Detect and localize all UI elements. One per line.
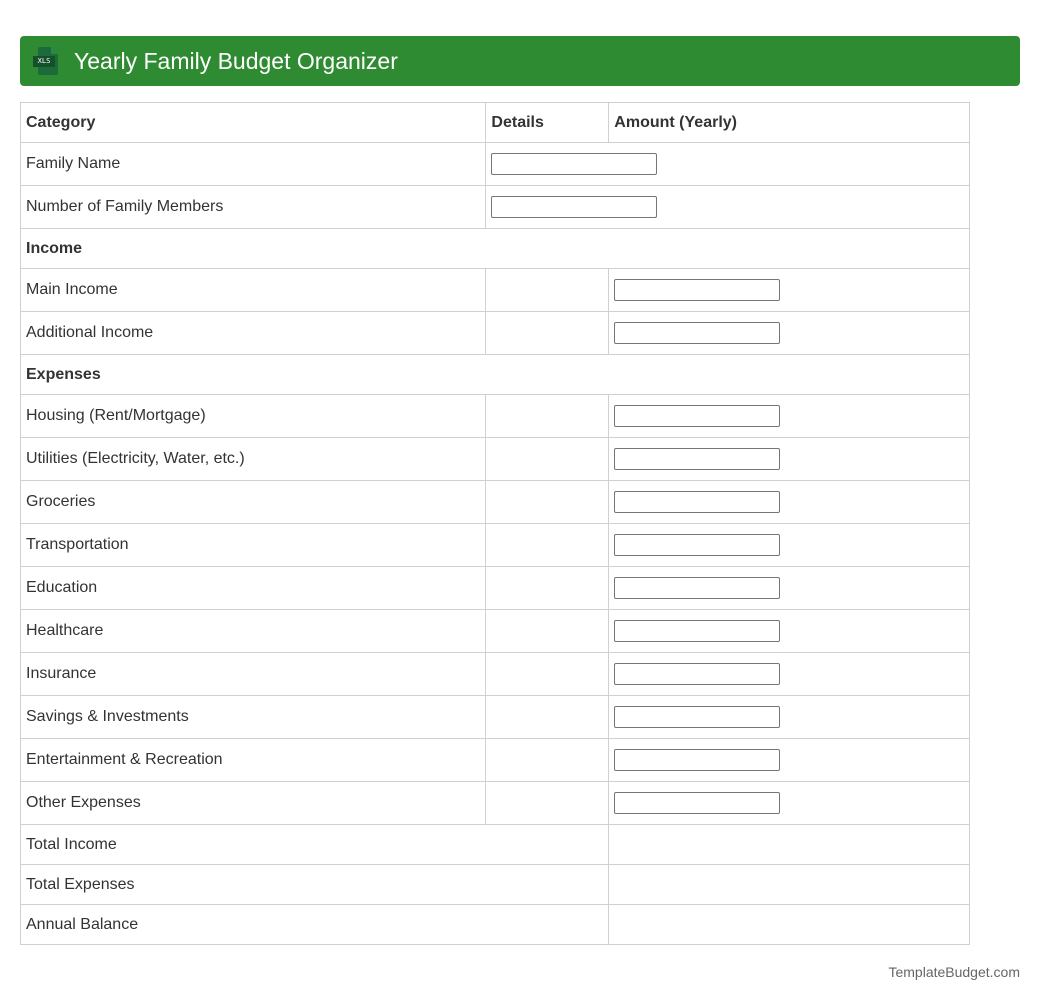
groceries-amount-input[interactable] xyxy=(614,491,780,513)
row-label: Other Expenses xyxy=(21,782,486,825)
footer-brand: TemplateBudget.com xyxy=(888,964,1020,980)
table-header-row xyxy=(21,103,970,143)
row-label: Utilities (Electricity, Water, etc.) xyxy=(21,438,486,481)
insurance-amount-input[interactable] xyxy=(614,663,780,685)
education-amount-input[interactable] xyxy=(614,577,780,599)
header-bar xyxy=(20,36,1020,86)
total-expenses-row xyxy=(21,865,970,905)
table-row xyxy=(21,312,970,355)
total-income-row xyxy=(21,825,970,865)
details-cell xyxy=(486,524,609,567)
row-label: Healthcare xyxy=(21,610,486,653)
row-label: Number of Family Members xyxy=(21,186,486,229)
housing-amount-input[interactable] xyxy=(614,405,780,427)
row-label: Savings & Investments xyxy=(21,696,486,739)
details-cell xyxy=(486,739,609,782)
row-label: Entertainment & Recreation xyxy=(21,739,486,782)
column-header-details: Details xyxy=(486,103,609,143)
total-expenses-label: Total Expenses xyxy=(21,865,609,905)
row-label: Transportation xyxy=(21,524,486,567)
table-row xyxy=(21,696,970,739)
row-label: Main Income xyxy=(21,269,486,312)
table-row-family-name xyxy=(21,143,970,186)
column-header-category: Category xyxy=(21,103,486,143)
row-label: Education xyxy=(21,567,486,610)
main-income-amount-input[interactable] xyxy=(614,279,780,301)
details-cell xyxy=(486,481,609,524)
annual-balance-value xyxy=(609,905,970,945)
row-label: Family Name xyxy=(21,143,486,186)
details-cell xyxy=(486,567,609,610)
total-expenses-value xyxy=(609,865,970,905)
section-row-income xyxy=(21,229,970,269)
family-members-input[interactable] xyxy=(491,196,657,218)
table-row xyxy=(21,269,970,312)
entertainment-amount-input[interactable] xyxy=(614,749,780,771)
details-cell xyxy=(486,312,609,355)
table-row-family-members xyxy=(21,186,970,229)
annual-balance-label: Annual Balance xyxy=(21,905,609,945)
row-label: Additional Income xyxy=(21,312,486,355)
page-title: Yearly Family Budget Organizer xyxy=(74,47,398,74)
table-row xyxy=(21,395,970,438)
row-label: Housing (Rent/Mortgage) xyxy=(21,395,486,438)
savings-amount-input[interactable] xyxy=(614,706,780,728)
section-heading-income: Income xyxy=(21,229,970,269)
details-cell xyxy=(486,610,609,653)
additional-income-amount-input[interactable] xyxy=(614,322,780,344)
table-row xyxy=(21,438,970,481)
table-row xyxy=(21,782,970,825)
utilities-amount-input[interactable] xyxy=(614,448,780,470)
budget-table xyxy=(20,102,970,945)
column-header-amount: Amount (Yearly) xyxy=(609,103,970,143)
row-label: Insurance xyxy=(21,653,486,696)
total-income-label: Total Income xyxy=(21,825,609,865)
details-cell xyxy=(486,782,609,825)
transportation-amount-input[interactable] xyxy=(614,534,780,556)
family-name-input[interactable] xyxy=(491,153,657,175)
section-row-expenses xyxy=(21,355,970,395)
other-expenses-amount-input[interactable] xyxy=(614,792,780,814)
table-row xyxy=(21,524,970,567)
details-cell xyxy=(486,696,609,739)
table-row xyxy=(21,653,970,696)
table-row xyxy=(21,610,970,653)
annual-balance-row xyxy=(21,905,970,945)
table-row xyxy=(21,739,970,782)
table-row xyxy=(21,481,970,524)
total-income-value xyxy=(609,825,970,865)
table-row xyxy=(21,567,970,610)
details-cell xyxy=(486,395,609,438)
row-label: Groceries xyxy=(21,481,486,524)
details-cell xyxy=(486,269,609,312)
details-cell xyxy=(486,653,609,696)
section-heading-expenses: Expenses xyxy=(21,355,970,395)
details-cell xyxy=(486,438,609,481)
xls-file-icon: XLS xyxy=(32,46,62,76)
healthcare-amount-input[interactable] xyxy=(614,620,780,642)
